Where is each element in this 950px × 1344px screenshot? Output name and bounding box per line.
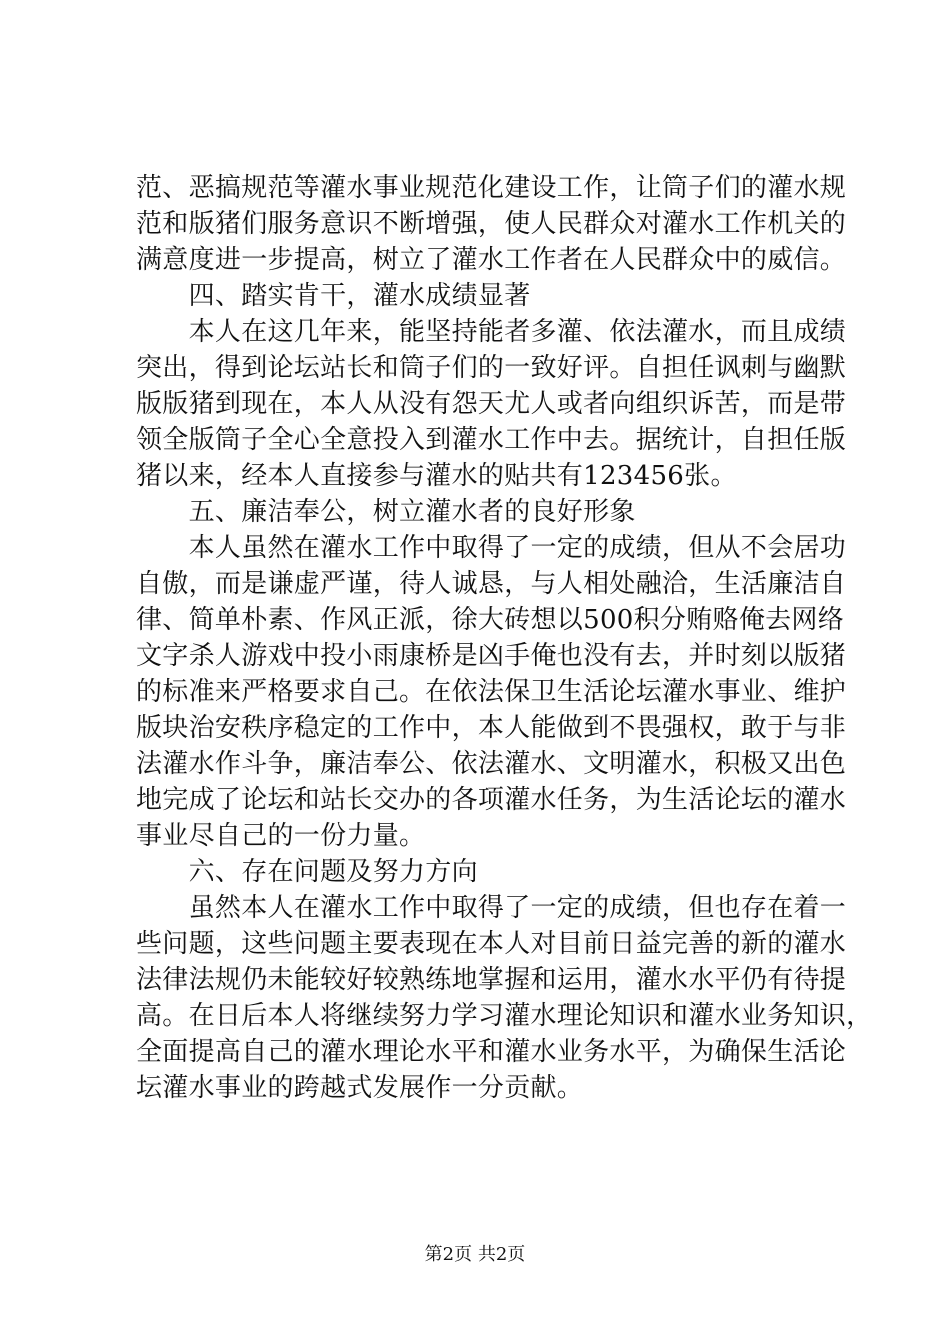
text-line: 法律法规仍未能较好较熟练地掌握和运用，灌水水平仍有待提 [136,965,847,995]
text-line: 本人虽然在灌水工作中取得了一定的成绩，但从不会居功 [136,533,847,563]
text-line: 领全版筒子全心全意投入到灌水工作中去。据统计，自担任版 [136,425,847,455]
text-line: 猪以来，经本人直接参与灌水的贴共有123456张。 [136,461,737,491]
text-line: 范和版猪们服务意识不断增强，使人民群众对灌水工作机关的 [136,209,847,239]
text-line: 些问题，这些问题主要表现在本人对目前日益完善的新的灌水 [136,929,847,959]
text-line: 自傲，而是谦虚严谨，待人诚恳，与人相处融洽，生活廉洁自 [136,569,847,599]
text-line: 版块治安秩序稳定的工作中，本人能做到不畏强权，敢于与非 [136,713,847,743]
text-line: 本人在这几年来，能坚持能者多灌、依法灌水，而且成绩 [136,317,847,347]
text-line: 高。在日后本人将继续努力学习灌水理论知识和灌水业务知识， [136,1001,873,1031]
text-line: 虽然本人在灌水工作中取得了一定的成绩，但也存在着一 [136,893,847,923]
text-line: 地完成了论坛和站长交办的各项灌水任务，为生活论坛的灌水 [136,785,847,815]
text-line: 事业尽自己的一份力量。 [136,821,426,851]
text-line: 坛灌水事业的跨越式发展作一分贡献。 [136,1073,584,1103]
text-line: 法灌水作斗争，廉洁奉公、依法灌水、文明灌水，积极又出色 [136,749,847,779]
section-heading: 五、廉洁奉公，树立灌水者的良好形象 [136,497,636,527]
text-line: 律、简单朴素、作风正派，徐大砖想以500积分贿赂俺去网络 [136,605,845,635]
text-line: 满意度进一步提高，树立了灌水工作者在人民群众中的威信。 [136,245,847,275]
section-heading: 四、踏实肯干，灌水成绩显著 [136,281,531,311]
text-line: 文字杀人游戏中投小雨康桥是凶手俺也没有去，并时刻以版猪 [136,641,847,671]
text-line: 版版猪到现在，本人从没有怨天尤人或者向组织诉苦，而是带 [136,389,847,419]
text-line: 全面提高自己的灌水理论水平和灌水业务水平，为确保生活论 [136,1037,847,1067]
text-line: 范、恶搞规范等灌水事业规范化建设工作，让筒子们的灌水规 [136,173,847,203]
text-line: 的标准来严格要求自己。在依法保卫生活论坛灌水事业、维护 [136,677,847,707]
document-body [136,170,873,1106]
section-heading: 六、存在问题及努力方向 [136,857,478,887]
page-number-footer: 第2页 共2页 [424,1244,526,1265]
text-line: 突出，得到论坛站长和筒子们的一致好评。自担任讽刺与幽默 [136,353,847,383]
